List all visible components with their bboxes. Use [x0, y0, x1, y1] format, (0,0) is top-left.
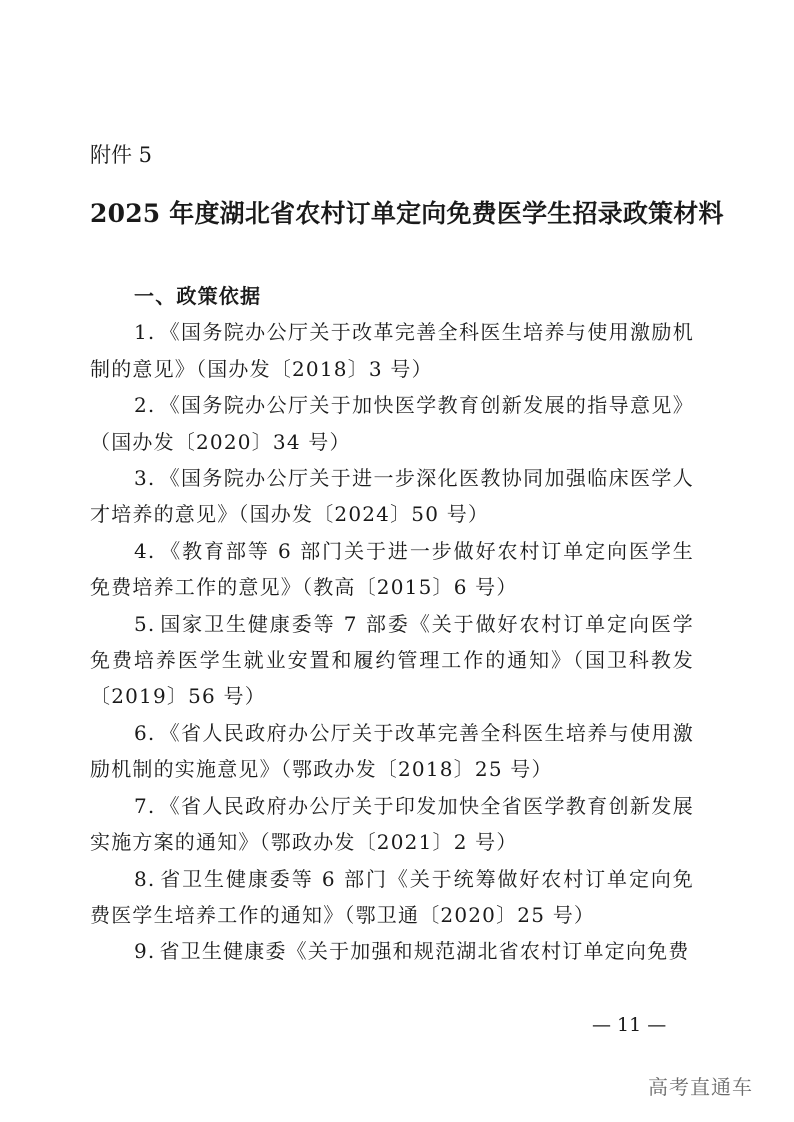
- attachment-label: 附件 5: [90, 143, 153, 167]
- item-text: 《省人民政府办公厅关于印发加快全省医学教育创新发展实施方案的通知》（鄂政办发〔2021〕2 号）: [90, 793, 694, 855]
- policy-item-7: [90, 788, 694, 861]
- policy-item-2: [90, 387, 694, 460]
- item-text: 省卫生健康委《关于加强和规范湖北省农村订单定向免费: [159, 939, 690, 964]
- policy-item-3: [90, 460, 694, 533]
- item-number: 2.: [134, 393, 156, 418]
- item-text: 《省人民政府办公厅关于改革完善全科医生培养与使用激励机制的实施意见》（鄂政办发〔2018〕25 号）: [90, 720, 694, 782]
- watermark-text: 高考直通车: [648, 1075, 753, 1099]
- policy-item-9: [90, 933, 694, 969]
- item-text: 《国务院办公厅关于加快医学教育创新发展的指导意见》（国办发〔2020〕34 号）: [90, 393, 694, 454]
- item-text: 《国务院办公厅关于改革完善全科医生培养与使用激励机制的意见》（国办发〔2018〕3 号）: [90, 320, 694, 381]
- policy-item-1: [90, 314, 694, 387]
- document-title: 2025 年度湖北省农村订单定向免费医学生招录政策材料: [90, 199, 724, 228]
- item-text: 《教育部等 6 部门关于进一步做好农村订单定向医学生免费培养工作的意见》（教高〔2015〕6 号）: [90, 538, 694, 600]
- item-text: 国家卫生健康委等 7 部委《关于做好农村订单定向医学免费培养医学生就业安置和履约管理工作的通知》（国卫科教发〔2019〕56 号）: [90, 611, 694, 709]
- policy-item-8: [90, 861, 694, 934]
- policy-list: [90, 314, 694, 969]
- item-number: 7.: [134, 793, 156, 818]
- policy-item-6: [90, 715, 694, 788]
- item-text: 省卫生健康委等 6 部门《关于统筹做好农村订单定向免费医学生培养工作的通知》（鄂卫通〔2020〕25 号）: [90, 866, 694, 927]
- policy-item-4: [90, 533, 694, 606]
- item-number: 9.: [134, 939, 156, 964]
- item-number: 5.: [134, 611, 156, 636]
- item-number: 3.: [134, 466, 156, 491]
- item-text: 《国务院办公厅关于进一步深化医教协同加强临床医学人才培养的意见》（国办发〔2024〕50 号）: [90, 466, 694, 527]
- item-number: 4.: [134, 538, 156, 563]
- item-number: 1.: [134, 320, 156, 345]
- policy-item-5: [90, 606, 694, 715]
- section-heading: 一、政策依据: [134, 284, 262, 308]
- item-number: 6.: [134, 720, 156, 745]
- item-number: 8.: [134, 866, 156, 891]
- page-number: — 11 —: [592, 1014, 667, 1036]
- policy-section: [90, 278, 694, 970]
